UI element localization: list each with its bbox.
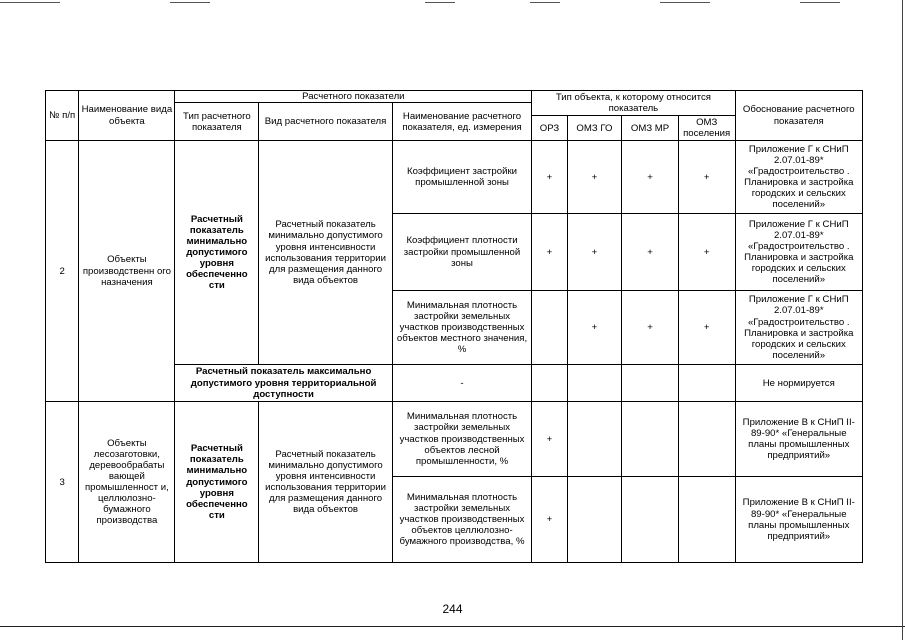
table-row — [46, 141, 863, 214]
calc-type: Расчетный показатель минимально допустимого уровня обеспеченно сти — [175, 402, 259, 563]
indicator-name: - — [392, 365, 532, 402]
page-edge — [902, 0, 903, 640]
table-row — [46, 402, 863, 477]
page-number: 244 — [442, 602, 463, 616]
scan-artifact — [800, 2, 840, 3]
mark-omz-go — [567, 365, 622, 402]
mark-omz-go: + — [567, 291, 622, 365]
mark-omz-mr: + — [622, 291, 679, 365]
mark-orz: + — [532, 477, 567, 563]
mark-omz-pos: + — [678, 291, 735, 365]
row-num: 3 — [46, 402, 79, 563]
indicator-name: Коэффициент застройки промышленной зоны — [392, 141, 532, 214]
object-name: Объекты лесозаготовки, деревообрабаты вающей промышленност и, целлюлозно-бумажного производства — [79, 402, 175, 563]
basis-text: Приложение В к СНиП II-89-90* «Генеральные планы промышленных предприятий» — [735, 477, 862, 563]
mark-orz: + — [532, 402, 567, 477]
calc-type: Расчетный показатель минимально допустимого уровня обеспеченно сти — [175, 141, 259, 365]
scan-artifact — [530, 2, 560, 3]
indicator-name: Коэффициент плотности застройки промышленной зоны — [392, 214, 532, 291]
header-object-type: Тип объекта, к которому относится показатель — [532, 91, 735, 116]
header-col-orz: ОРЗ — [532, 116, 567, 141]
object-name: Объекты производственн ого назначения — [79, 141, 175, 402]
basis-text: Приложение Г к СНиП 2.07.01-89* «Градостроительство . Планировка и застройка городских и сельских поселений» — [735, 214, 862, 291]
mark-omz-go — [567, 402, 622, 477]
basis-text: Не нормируется — [735, 365, 862, 402]
scan-artifact — [170, 2, 210, 3]
header-object-name: Наименование вида объекта — [79, 91, 175, 141]
indicator-name: Минимальная плотность застройки земельных участков производственных объектов местного значения, % — [392, 291, 532, 365]
max-access-label: Расчетный показатель максимально допустимого уровня территориальной доступности — [175, 365, 392, 402]
mark-omz-pos: + — [678, 214, 735, 291]
mark-omz-mr — [622, 402, 679, 477]
basis-text: Приложение В к СНиП II-89-90* «Генеральные планы промышленных предприятий» — [735, 402, 862, 477]
scan-artifact — [0, 2, 60, 3]
mark-orz — [532, 291, 567, 365]
row-num: 2 — [46, 141, 79, 402]
indicator-name: Минимальная плотность застройки земельных участков производственных объектов целлюлозно-бумажного производства, % — [392, 477, 532, 563]
header-calc-kind: Вид расчетного показателя — [259, 103, 392, 141]
mark-omz-pos — [678, 402, 735, 477]
calc-kind: Расчетный показатель минимально допустимого уровня интенсивности использования территории для размещения данного вида объектов — [259, 141, 392, 365]
header-num: № п/п — [46, 91, 79, 141]
mark-omz-go — [567, 477, 622, 563]
norms-table — [45, 90, 863, 563]
indicator-name: Минимальная плотность застройки земельных участков производственных объектов лесной промышленности, % — [392, 402, 532, 477]
mark-omz-mr: + — [622, 214, 679, 291]
scan-artifact — [0, 626, 905, 627]
mark-omz-mr — [622, 477, 679, 563]
mark-omz-go: + — [567, 214, 622, 291]
header-indicator-name: Наименование расчетного показателя, ед. измерения — [392, 103, 532, 141]
scan-artifact — [660, 2, 710, 3]
mark-omz-mr: + — [622, 141, 679, 214]
header-col-omz-mr: ОМЗ МР — [622, 116, 679, 141]
scan-artifact — [425, 2, 455, 3]
mark-omz-pos — [678, 365, 735, 402]
mark-orz — [532, 365, 567, 402]
mark-omz-pos — [678, 477, 735, 563]
basis-text: Приложение Г к СНиП 2.07.01-89* «Градостроительство . Планировка и застройка городских и сельских поселений» — [735, 291, 862, 365]
header-col-omz-go: ОМЗ ГО — [567, 116, 622, 141]
header-basis: Обоснование расчетного показателя — [735, 91, 862, 141]
mark-orz: + — [532, 214, 567, 291]
header-col-omz-pos: ОМЗ поселения — [678, 116, 735, 141]
mark-omz-go: + — [567, 141, 622, 214]
basis-text: Приложение Г к СНиП 2.07.01-89* «Градостроительство . Планировка и застройка городских и сельских поселений» — [735, 141, 862, 214]
calc-kind: Расчетный показатель минимально допустимого уровня интенсивности использования территории для размещения данного вида объектов — [259, 402, 392, 563]
header-calc-type: Тип расчетного показателя — [175, 103, 259, 141]
mark-omz-mr — [622, 365, 679, 402]
mark-orz: + — [532, 141, 567, 214]
mark-omz-pos: + — [678, 141, 735, 214]
header-calc-group: Расчетного показатели — [175, 91, 532, 103]
